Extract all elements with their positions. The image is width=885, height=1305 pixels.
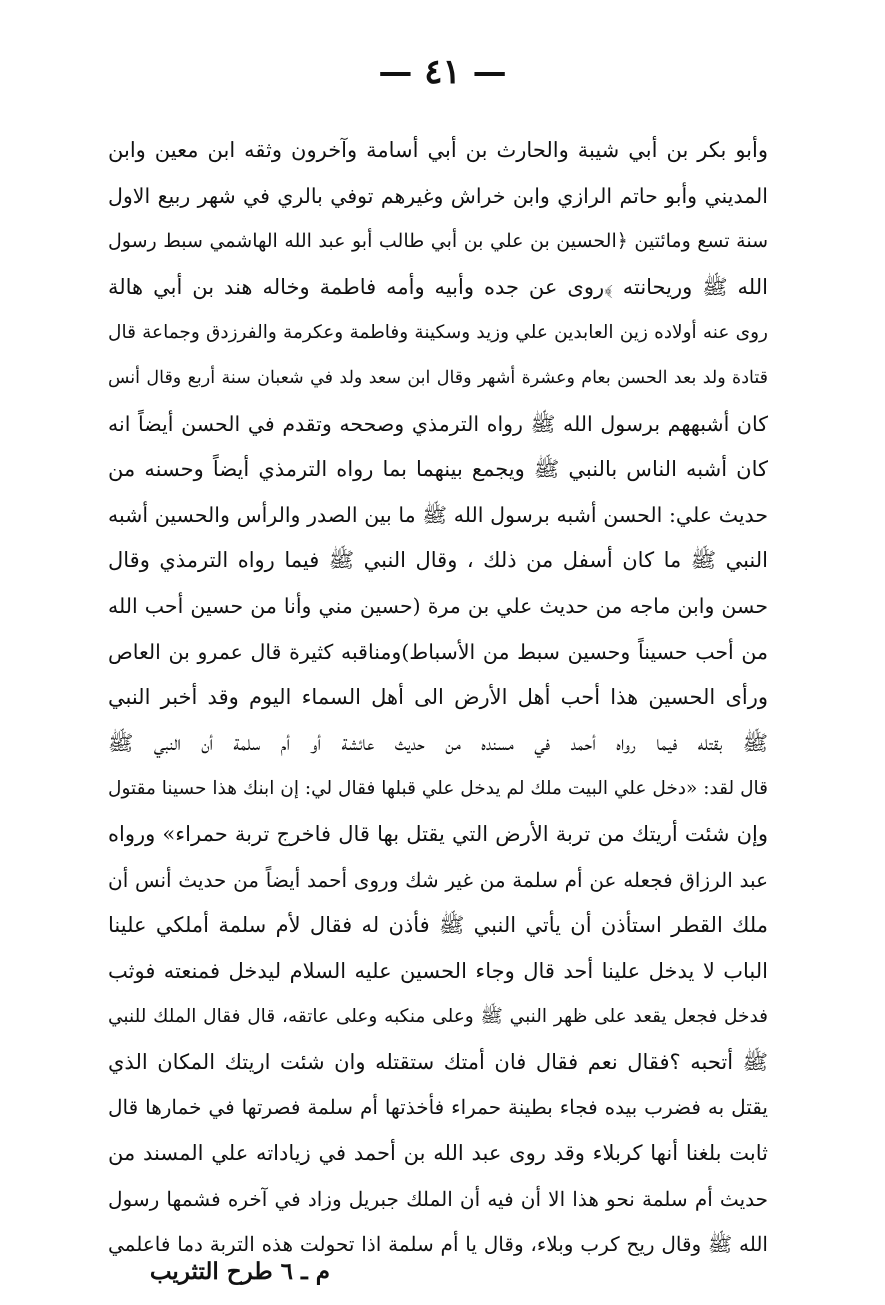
text-line: الله ﷺ وقال ريح كرب وبلاء، وقال يا أم سلمة اذا تحولت هذه التربة دما فاعلمي: [108, 1232, 768, 1257]
text-line: ملك القطر استأذن أن يأتي النبي ﷺ فأذن له فقال لأم سلمة أملكي علينا: [108, 913, 768, 938]
text-line: حديث أم سلمة نحو هذا الا أن فيه أن الملك جبريل وزاد في آخره فشمها رسول: [108, 1186, 768, 1211]
text-line: ﷺ أتحبه ؟فقال نعم فقال فان أمتك ستقتله وان شئت اريتك المكان الذي: [108, 1049, 768, 1074]
text-line: ﷺ بقتله فيما رواه أحمد في مسنده من حديث عائشة أو أم سلمة أن النبي ﷺ: [108, 730, 768, 755]
text-line: ورأى الحسين هذا أحب أهل الأرض الى أهل السماء اليوم وقد أخبر النبي: [108, 685, 768, 710]
text-line: حديث علي: الحسن أشبه برسول الله ﷺ ما بين الصدر والرأس والحسين أشبه: [108, 502, 768, 527]
text-line: وأبو بكر بن أبي شيبة والحارث بن أبي أسامة وآخرون وثقه ابن معين وابن: [108, 138, 768, 162]
text-line: سنة تسع ومائتين ﴿الحسين بن علي بن أبي طالب أبو عبد الله الهاشمي سبط رسول: [108, 230, 768, 253]
text-line: الله ﷺ وريحانته ﴾روى عن جده وأبيه وأمه فاطمة وخاله هند بن أبي هالة: [108, 274, 768, 299]
text-line: قتادة ولد بعد الحسن بعام وعشرة أشهر وقال ابن سعد ولد في شعبان سنة أربع وقال أنس: [108, 367, 768, 388]
text-line: يقتل به فضرب بيده فجاء بطينة حمراء فأخذتها أم سلمة فصرتها في خمارها قال: [108, 1095, 768, 1120]
footer-signature: م ـ ٦ طرح التثريب: [149, 1258, 330, 1285]
text-line: النبي ﷺ ما كان أسفل من ذلك ، وقال النبي ﷺ فيما رواه الترمذي وقال: [108, 548, 768, 573]
text-line: ثابت بلغنا أنها كربلاء وقد روى عبد الله بن أحمد في زياداته علي المسند من: [108, 1141, 768, 1166]
text-line: عبد الرزاق فجعله عن أم سلمة من غير شك وروى أحمد أيضاً من حديث أنس أن: [108, 867, 768, 892]
body-text: [108, 128, 768, 1268]
text-line: كان أشبههم برسول الله ﷺ رواه الترمذي وصححه وتقدم في الحسن أيضاً انه: [108, 411, 768, 436]
page-number: — ٤١ —: [378, 52, 507, 92]
text-line: من أحب حسيناً وحسين سبط من الأسباط)ومناقبه كثيرة قال عمرو بن العاص: [108, 639, 768, 664]
text-line: الباب لا يدخل علينا أحد قال وجاء الحسين عليه السلام ليدخل فمنعته فوثب: [108, 958, 768, 983]
text-line: فدخل فجعل يقعد على ظهر النبي ﷺ وعلى منكبه وعلى عاتقه، قال فقال الملك للنبي: [108, 1006, 768, 1028]
text-line: المديني وأبو حاتم الرازي وابن خراش وغيرهم توفي بالري في شهر ربيع الاول: [108, 183, 768, 208]
text-line: قال لقد: «دخل علي البيت ملك لم يدخل علي قبلها فقال لي: إن ابنك هذا حسينا مقتول: [108, 778, 768, 800]
text-line: روى عنه أولاده زين العابدين علي وزيد وسكينة وفاطمة وعكرمة والفرزدق وجماعة قال: [108, 322, 768, 344]
text-line: كان أشبه الناس بالنبي ﷺ ويجمع بينهما بما رواه الترمذي أيضاً وحسنه من: [108, 457, 768, 482]
text-line: وإن شئت أريتك من تربة الأرض التي يقتل بها قال فاخرج تربة حمراء» ورواه: [108, 821, 768, 846]
text-line: حسن وابن ماجه من حديث علي بن مرة (حسين مني وأنا من حسين أحب الله: [108, 593, 768, 618]
